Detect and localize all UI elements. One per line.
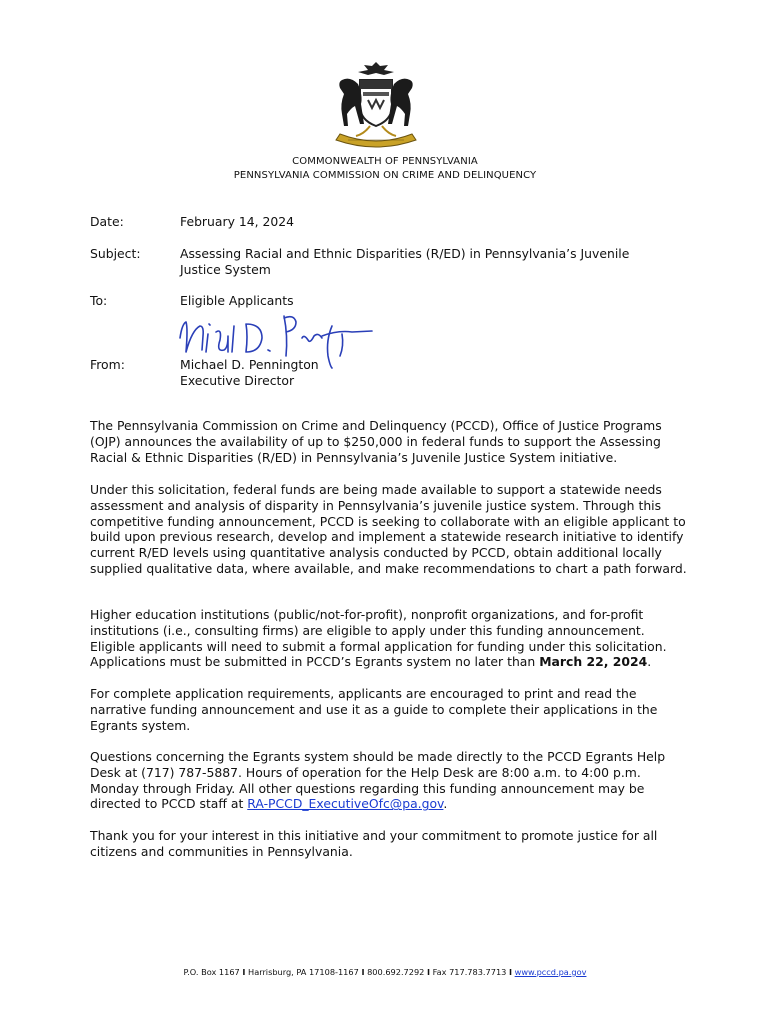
- to-value: Eligible Applicants: [180, 293, 294, 308]
- deadline-date: March 22, 2024: [539, 654, 648, 670]
- footer-city: Harrisburg, PA 17108-1167: [248, 967, 359, 977]
- paragraph-announcement: The Pennsylvania Commission on Crime and Delinquency (PCCD), Office of Justice Programs (OJP) announces the availability of up to $250,000 in federal funds to support the Assessing Racial & Ethnic Disparities (R/ED) in Pennsylvania’s Juvenile Justice System initiative.: [90, 418, 662, 465]
- footer-separator: I: [427, 967, 431, 977]
- commonwealth-name: COMMONWEALTH OF PENNSYLVANIA: [292, 156, 478, 167]
- subject-value: Assessing Racial and Ethnic Disparities (R/ED) in Pennsylvania’s Juvenile Justice System: [180, 246, 630, 277]
- questions-text: Questions concerning the Egrants system should be made directly to the PCCD Egrants Help Desk at (717) 787-5887. Hours of operation for the Help Desk are 8:00 a.m. to 4:00 p.m. Monday through Friday. All other questions regarding this funding announcement may be directed to PCCD staff at: [90, 749, 666, 812]
- footer-separator: I: [361, 967, 365, 977]
- staff-email-link[interactable]: RA-PCCD_ExecutiveOfc@pa.gov: [247, 796, 444, 812]
- date-label: Date:: [90, 214, 124, 229]
- commission-name: PENNSYLVANIA COMMISSION ON CRIME AND DELINQUENCY: [233, 170, 537, 181]
- eligibility-end: .: [647, 654, 652, 670]
- paragraph-questions: [90, 749, 690, 812]
- to-label: To:: [90, 293, 108, 308]
- subject-label: Subject:: [90, 246, 141, 261]
- agency-header: [0, 155, 770, 183]
- from-block: [180, 357, 680, 389]
- paragraph-thanks: Thank you for your interest in this initiative and your commitment to promote justice for all citizens and communities in Pennsylvania.: [90, 828, 658, 859]
- date-value: February 14, 2024: [180, 214, 295, 229]
- eligibility-text: Higher education institutions (public/not-for-profit), nonprofit organizations, and for-profit institutions (i.e., consulting firms) are eligible to apply under this funding announcement. Eligible applicants will need to submit a formal application for funding under this solicitation. Applications must be submitted in PCCD’s Egrants system no later than: [90, 607, 667, 670]
- footer-fax: Fax 717.783.7713: [432, 967, 507, 977]
- from-label: From:: [90, 357, 125, 372]
- questions-end: .: [443, 796, 448, 812]
- pennsylvania-coat-of-arms-icon: [330, 60, 422, 148]
- footer-website-link[interactable]: www.pccd.pa.gov: [514, 967, 587, 977]
- footer-contact: [0, 967, 770, 978]
- from-name: Michael D. Pennington: [180, 357, 319, 372]
- paragraph-eligibility: [90, 607, 690, 670]
- paragraph-solicitation: Under this solicitation, federal funds are being made available to support a statewide needs assessment and analysis of disparity in Pennsylvania’s juvenile justice system. Through this competitive funding announcement, PCCD is seeking to collaborate with an eligible applicant to build upon previous research, develop and implement a statewide research initiative to identify current R/ED levels using quantitative analysis conducted by PCCD, obtain additional locally supplied qualitative data, where available, and make recommendations to chart a path forward.: [90, 482, 687, 576]
- paragraph-requirements: For complete application requirements, applicants are encouraged to print and read the narrative funding announcement and use it as a guide to complete their applications in the Egrants system.: [90, 686, 658, 733]
- footer-separator: I: [242, 967, 246, 977]
- footer-phone: 800.692.7292: [367, 967, 425, 977]
- footer-po-box: P.O. Box 1167: [183, 967, 240, 977]
- from-title: Executive Director: [180, 373, 295, 388]
- footer-separator: I: [508, 967, 513, 977]
